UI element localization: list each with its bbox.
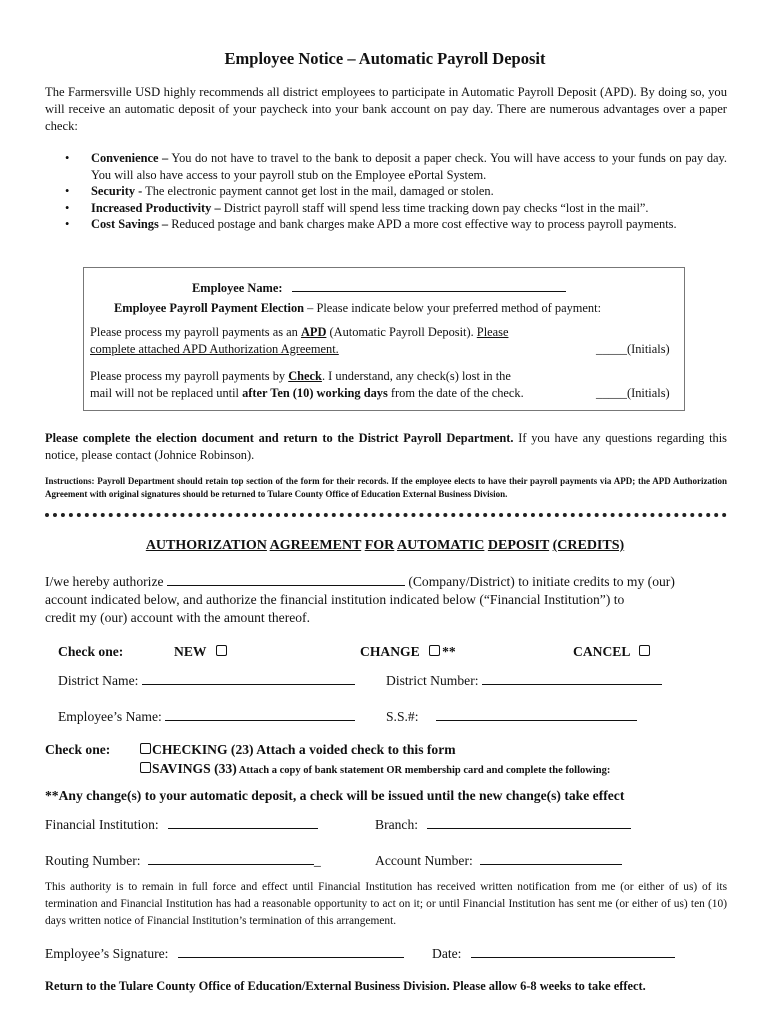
account-row [375, 851, 622, 869]
complete-note-bold: Please complete the election document and return to the District Payroll Department. [45, 431, 514, 445]
employee-name-label: Employee Name: [192, 281, 283, 295]
cut-line-divider [45, 513, 727, 517]
return-instructions: Return to the Tulare County Office of Education/External Business Division. Please allow 6-8 weeks to take effect. [45, 979, 646, 993]
list-item [62, 216, 727, 233]
authorize-paragraph [45, 572, 735, 627]
date-field[interactable] [471, 944, 675, 958]
election-label: Employee Payroll Payment Election [114, 301, 305, 315]
employee-name-field[interactable] [292, 278, 566, 292]
bullet-text: The electronic payment cannot get lost in the mail, damaged or stolen. [142, 184, 494, 199]
routing-suffix: _ [313, 853, 321, 868]
election-heading [114, 300, 601, 317]
title-word: FOR [364, 538, 395, 553]
district-number-field[interactable] [482, 671, 662, 685]
new-label: NEW [174, 644, 207, 659]
bullet-text: District payroll staff will spend less time tracking down pay checks “lost in the mail”. [220, 200, 649, 215]
election-box [83, 267, 685, 411]
financial-institution-field[interactable] [168, 815, 318, 829]
ssn-row [386, 707, 637, 725]
savings-option[interactable] [140, 761, 610, 777]
complete-note-rest: If you have any questions regarding this notice, please contact (Johnice Robinson). [45, 431, 727, 462]
bullet-term: Cost Savings – [91, 217, 169, 232]
authorize-line3: credit my (our) account with the amount thereof. [45, 610, 310, 625]
signature-row [45, 944, 404, 962]
authorization-title [0, 538, 770, 554]
apd-text-post: (Automatic Payroll Deposit). [326, 325, 477, 339]
bullet-icon: • [65, 151, 70, 165]
new-checkbox[interactable] [216, 645, 227, 656]
change-warning: **Any change(s) to your automatic deposit, a check will be issued until the new change(s) take effect [45, 788, 625, 803]
bullet-icon: • [65, 200, 70, 215]
check-line2-bold: after Ten (10) working days [242, 385, 388, 400]
cancel-label: CANCEL [573, 644, 630, 659]
apd-option [90, 324, 582, 357]
list-item [62, 200, 727, 217]
title-word: (CREDITS) [552, 538, 625, 553]
employee-name-label-auth: Employee’s Name: [58, 709, 162, 724]
authorize-line2: account indicated below, and authorize the financial institution indicated below (“Financial Institution”) to [45, 592, 625, 607]
authority-paragraph: This authority is to remain in full force and effect until Financial Institution has received written notification from me (or either of us) of its termination and Financial Institution has had a reasonable opportunity to act on it; or until Financial Institution has sent me (or either of us) ten (10) days written notice of Financial Institution’s termination of this arrangement. [45, 881, 727, 927]
district-name-field[interactable] [142, 671, 355, 685]
ssn-field[interactable] [436, 707, 637, 721]
checking-option[interactable] [140, 742, 456, 758]
check-option [90, 368, 582, 401]
routing-label: Routing Number: [45, 853, 141, 868]
checking-label: CHECKING (23) Attach a voided check to this form [152, 742, 456, 757]
checking-checkbox[interactable] [140, 743, 151, 754]
check-one-label-2: Check one: [45, 742, 111, 757]
bullet-term: Security - [91, 184, 143, 199]
bullet-text: You do not have to travel to the bank to deposit a paper check. You will have access to your funds on pay day. You will also have access to your payroll stub on the Employee ePortal System. [91, 151, 728, 182]
instructions-text: Instructions: Payroll Department should retain top section of the form for their records. If the employee elects to have their payroll payments via APD; the APD Authorization Agreement with original signatures should be returned to Tulare County Office of Education External Business Division. [45, 476, 727, 499]
savings-label: SAVINGS (33) [152, 761, 237, 776]
check-initials-field[interactable]: _____(Initials) [596, 386, 670, 400]
district-name-row [58, 671, 355, 689]
new-option[interactable] [174, 644, 229, 660]
bullet-icon: • [65, 184, 70, 199]
bullet-text: Reduced postage and bank charges make APD a more cost effective way to process payroll payments. [168, 217, 677, 232]
branch-field[interactable] [427, 815, 631, 829]
title-word: AGREEMENT [269, 538, 362, 553]
check-term: Check [288, 369, 322, 383]
date-label: Date: [432, 946, 462, 961]
title-word: AUTHORIZATION [145, 538, 267, 553]
district-number-label: District Number: [386, 673, 479, 688]
apd-term: APD [300, 325, 327, 339]
check-line2-post: from the date of the check. [387, 385, 524, 400]
financial-institution-label: Financial Institution: [45, 817, 159, 832]
company-district-field[interactable] [167, 572, 405, 586]
advantages-list [62, 150, 727, 233]
change-option[interactable] [360, 644, 456, 660]
account-label: Account Number: [375, 853, 473, 868]
bullet-icon: • [65, 217, 70, 232]
branch-label: Branch: [375, 817, 419, 832]
apd-line2: complete attached APD Authorization Agreement. [90, 341, 339, 356]
check-text: Please process my payroll payments by [90, 369, 289, 383]
branch-row [375, 815, 631, 833]
district-name-label: District Name: [58, 673, 139, 688]
district-number-row [386, 671, 662, 689]
change-label: CHANGE [360, 644, 420, 659]
change-checkbox[interactable] [429, 645, 440, 656]
apd-initials-field[interactable]: _____(Initials) [596, 342, 670, 356]
title-word: DEPOSIT [487, 538, 550, 553]
financial-institution-row [45, 815, 318, 833]
list-item [62, 150, 727, 183]
routing-field[interactable] [148, 851, 314, 865]
bullet-term: Increased Productivity – [91, 200, 221, 215]
cancel-checkbox[interactable] [639, 645, 650, 656]
election-text: – Please indicate below your preferred method of payment: [304, 301, 602, 315]
employee-name-field-auth[interactable] [165, 707, 355, 721]
authorize-text-post: (Company/District) to initiate credits to my (our) [408, 574, 675, 589]
notice-title: Employee Notice – Automatic Payroll Deposit [224, 49, 546, 68]
apd-text: Please process my payroll payments as an [90, 325, 301, 339]
title-word: AUTOMATIC [396, 538, 485, 553]
complete-note [45, 430, 727, 463]
ssn-label: S.S.#: [386, 709, 419, 724]
employee-name-row [192, 278, 566, 297]
routing-row [45, 851, 321, 869]
check-text-post: . I understand, any check(s) lost in the [321, 369, 511, 383]
employee-name-row-auth [58, 707, 355, 725]
signature-label: Employee’s Signature: [45, 946, 169, 961]
date-row [432, 944, 675, 962]
savings-note: Attach a copy of bank statement OR membership card and complete the following: [236, 765, 611, 776]
change-suffix: ** [442, 644, 456, 659]
check-line2: mail will not be replaced until [90, 385, 243, 400]
intro-paragraph: The Farmersville USD highly recommends all district employees to participate in Automatic Payroll Deposit (APD). By doing so, you will receive an automatic deposit of your paycheck into your bank account on pay day. There are numerous advantages over a paper check: [45, 85, 727, 133]
bullet-term: Convenience – [91, 151, 169, 165]
savings-checkbox[interactable] [140, 762, 151, 773]
authorize-text: I/we hereby authorize [45, 574, 164, 589]
account-field[interactable] [480, 851, 622, 865]
signature-field[interactable] [178, 944, 404, 958]
list-item [62, 183, 727, 200]
apd-please: Please [476, 325, 509, 339]
cancel-option[interactable] [573, 644, 652, 660]
check-one-label: Check one: [58, 644, 124, 659]
